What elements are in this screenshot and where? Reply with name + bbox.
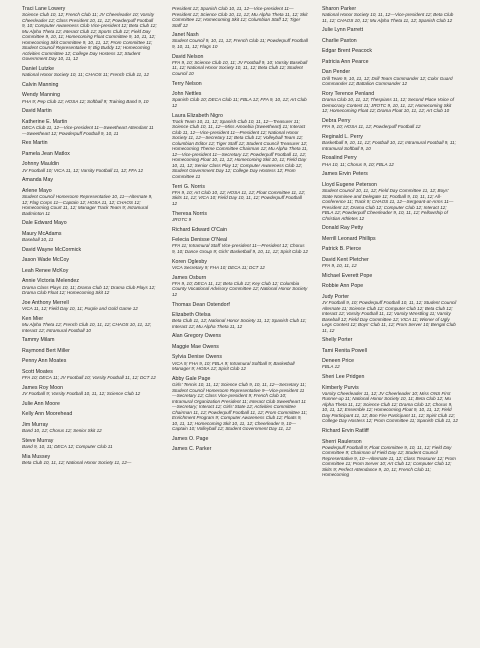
student-name: Felecia Denisse O'Neal	[172, 237, 228, 244]
student-entry	[322, 374, 458, 380]
student-name: Thomas Dean Ostendorf	[172, 301, 230, 308]
student-name: Steve Murray	[22, 437, 54, 444]
student-entry	[322, 59, 458, 65]
student-name: Jim Murray	[22, 421, 49, 428]
student-name: Charlie Paxton	[322, 37, 357, 44]
student-activities: JV Football 9; Varsity Football 10, 11, 12; Science Club 12	[22, 390, 141, 396]
student-name: John Nettles	[172, 91, 202, 98]
student-activities: JROTC 9	[172, 216, 192, 222]
student-entry	[172, 354, 308, 371]
student-entry	[22, 438, 158, 450]
student-name: Raymond Bert Miller	[22, 347, 70, 354]
student-entry	[22, 108, 158, 114]
student-entry	[322, 273, 458, 279]
student-activities: Girls' Tennis 10, 11, 12; Science Club 9, 10, 11, 12—Secretary 11; Student Council Homeroom Representative 9—Vice-president 11—Secretary 12; Class Vice-president 9; French Club 10; Intramural Organization President 11; Interact Club Sweetheart 11—Secretary; Interact 12; Girls' State 12; Activities Committee Chairman 11, 12; Powderpuff Football 11, 12; Prom Committee 11; Enrichment Program 9; Computer Awareness Club 12; Floats 9, 10, 11, 12; Homecoming Skit 10, 11, 12; Cheerleader 9, 10—Captain 10; Volleyball 12; Student Government Day 11, 12	[172, 382, 308, 432]
student-name: Theresa Norris	[172, 210, 208, 217]
student-name: James Ervin Peters	[322, 171, 368, 178]
student-activities: FHA 9; Pep Club 12; HOSA 12; Softball 9; Training Band 9, 10	[22, 98, 149, 104]
student-name: David Martin	[22, 108, 52, 115]
student-activities: FFA 9, 10; Art Club 10, 12; HOSA 11, 12; Float Committee 11, 12; Skits 11, 12; VICA 10; Field Day 10, 11, 12; Powderpuff Football 12	[172, 189, 306, 206]
student-entry	[22, 422, 158, 434]
student-name: Michael Everett Pope	[322, 272, 373, 279]
student-name: Rory Terence Penland	[322, 90, 375, 97]
student-entry	[172, 302, 308, 308]
student-entry	[22, 188, 158, 216]
student-name: Dan Pender	[322, 69, 351, 76]
student-entry	[322, 294, 458, 333]
student-name: James C. Parker	[172, 446, 212, 453]
student-name: Rosalind Perry	[322, 155, 357, 162]
student-name: Elizabeth Otelsa	[172, 312, 211, 318]
student-activities: JV Football 10; VICA 11, 12; Varsity Football 11, 12; FFA 12	[22, 167, 144, 173]
student-entry	[22, 119, 158, 136]
student-entry	[322, 246, 458, 252]
student-entry	[172, 91, 308, 108]
student-entry	[172, 333, 308, 339]
student-name: Daniel Lutzke	[22, 65, 55, 72]
student-activities: Powderpuff Football 9; Float Committee 9, 10, 11, 12; Field Day Committee 9; Chairman of Field Day 12; Student Council Representative 9, 10—Alternate 11, 12; Class Treasurer 12; Prom Committee 11; Prom Server 10; Art Club 12; Computer Club 12; Skits 9; Perfect Attendance 9, 10, 11; French Club 11; Homecoming	[322, 444, 456, 478]
student-entry	[172, 6, 308, 28]
student-entry	[172, 275, 308, 298]
student-name: Abby Gale Page	[172, 375, 211, 382]
student-activities: National Honor Society 10, 11, 12—Vice-president 12; Beta Club 11, 12; CHAOS 10, 12; Mu Alpha Theta 11, 12; Spanish Club 12	[322, 12, 454, 23]
student-name: Edgar Brent Peacock	[322, 48, 372, 55]
student-activities: Mu Alpha Theta 12; French Club 10, 11, 12; CHAOS 10, 11, 12; Interact 12; Intramural Football 10	[22, 322, 152, 333]
student-entry	[22, 220, 158, 226]
student-activities: FFA 10; DECA 11; JV Football 10; Varsity Football 11, 12; DCT 12	[22, 374, 156, 380]
student-entry	[22, 337, 158, 343]
student-entry	[22, 401, 158, 407]
student-entry	[172, 81, 308, 87]
student-entry	[22, 6, 158, 62]
student-name: Alan Gregory Owens	[172, 333, 222, 340]
student-activities: FFA 9, 10, 11, 12	[322, 263, 357, 269]
student-name: Judy Porter	[322, 293, 350, 300]
student-entry	[172, 259, 308, 271]
student-entry	[22, 300, 158, 312]
student-name: Koren Oglesby	[172, 258, 207, 265]
student-name: Joe Anthony Merrell	[22, 299, 69, 306]
student-activities: Student Council 10, 11, 12; Field Day Committee 11, 12; Boys' State Nominee and Delegate 11; Football 9, 10, 11, 12; All-Conference 11; Track 9; CHAOS 11, 12—Sergeant-at-Arms 11—President 12; Drama Club 12; Computer Club 12; Interact 12; FBLA 12; Powderpuff Cheerleader 9, 10, 11, 12; Fellowship of Christian Athletes 12	[322, 188, 454, 221]
student-entry	[172, 344, 308, 350]
student-name: Merrill Leonard Phillips	[322, 235, 376, 242]
student-entry	[322, 69, 458, 86]
student-entry	[22, 247, 158, 253]
student-entry	[322, 118, 458, 130]
student-entry	[172, 184, 308, 207]
column-right	[322, 6, 458, 640]
student-entry	[22, 140, 158, 146]
student-entry	[22, 177, 158, 183]
student-name: Maury McAdams	[22, 230, 62, 237]
student-activities: Spanish Club 10; DECA Club 11; FBLA 12; FFA 9, 10, 12; Art Club 12	[172, 97, 307, 108]
student-name: Patricia Ann Pearce	[322, 58, 369, 65]
student-activities: Baseball 10, 11	[22, 237, 54, 243]
student-name: Sheri Lee Pridgen	[322, 374, 365, 381]
student-entry	[22, 66, 158, 78]
student-name: Traci Lane Lowery	[22, 6, 66, 12]
student-entry	[22, 348, 158, 354]
student-activities: FFA 9, 10; HOSA 11, 12; Powderpuff Football 12	[322, 124, 421, 130]
student-name: Arlene Mayo	[22, 187, 52, 194]
student-entry	[322, 6, 458, 23]
student-activities: FHA 10, 11; Chorus 9, 10; FBLA 12	[322, 161, 394, 167]
student-name: Leah Renee McKoy	[22, 267, 69, 274]
student-entry	[322, 182, 458, 221]
student-name: Kimberly Purvis	[322, 384, 359, 391]
student-name: Sylvia Denise Owens	[172, 354, 222, 361]
student-name: Rex Martin	[22, 140, 48, 147]
student-entry	[322, 257, 458, 269]
student-entry	[172, 237, 308, 254]
student-activities: VICA 9; FHA 9, 10; FBLA 9; Intramural Softball 9; Basketball Manager 9; HOSA 12; Spirit Club 12	[172, 360, 295, 372]
student-entry	[22, 278, 158, 295]
student-entry	[172, 436, 308, 442]
student-entry	[22, 411, 158, 417]
student-entry	[172, 113, 308, 180]
student-entry	[322, 236, 458, 242]
student-name: David Nelson	[172, 53, 204, 60]
student-activities: Drama Class Plays 10, 11; Drama Club 12; Drama Club Plays 12; Drama Club Float 12; Homecoming Skit 12	[22, 284, 156, 296]
student-name: Julie Ann Moore	[22, 400, 60, 407]
student-entry	[322, 38, 458, 44]
student-activities: Band 9, 10, 11; DECA 12; Computer Club 11	[22, 443, 113, 449]
student-entry	[322, 155, 458, 167]
student-entry	[322, 337, 458, 343]
student-entry	[172, 376, 308, 432]
student-name: Ken Mier	[22, 315, 44, 322]
student-name: Dale Edward Mayo	[22, 220, 67, 227]
student-name: Deneen Price	[322, 358, 355, 365]
student-entry	[22, 161, 158, 173]
student-entry	[22, 151, 158, 157]
student-entry	[172, 211, 308, 223]
student-name: James O. Page	[172, 435, 209, 442]
student-entry	[22, 257, 158, 263]
student-name: Mia Mussey	[22, 453, 51, 460]
student-entry	[22, 358, 158, 364]
student-activities: Beta Club 11, 12; National Honor Society 11, 12; Spanish Club 11; Interact 12; Mu Alpha Theta 11, 12	[172, 318, 307, 329]
student-name: Wendy Manning	[22, 92, 61, 99]
student-entry	[322, 358, 458, 370]
student-name: Johnny Mauldin	[22, 161, 60, 168]
student-entry	[322, 225, 458, 231]
student-activities: Band 10, 12; Chorus 12; Senior Skit 12	[22, 427, 102, 433]
student-activities: FFA 9, 10; DECA 11, 12; Beta Club 12; Key Club 12; Columbia County Vocational Advisory Committee 12; National Honor Society 12	[172, 280, 308, 297]
student-name: Janet Nash	[172, 32, 199, 39]
student-entry	[322, 283, 458, 289]
student-activities: Track Team 10, 11, 12; Spanish Club 10, 11, 12—Treasurer 11; Science Club 10, 11, 12—Miss Amoebia (Sweetheart) 11; Interact Club 11, 12—Vice-president 11—President 12; National Honor Society 11, 12—Secretary 12; Beta Club 12; Volleyball Team 12; Columbian Editor 12; Tiger Staff 12; Student Council Treasurer 12; Homecoming Theme Committee Chairman 12; Mu Alpha Theta 11, 12—Vice-president 11—Secretary 12; Powderpuff Football 11, 12; Homecoming Float 10, 11, 12; Homecoming Skit 10, 11; Field Day 10, 11, 12; Senior Class Play 12; Computer Awareness Club 12; Student Government Day 12; College Day Hostess 12; Prom Committee 11	[172, 118, 308, 179]
student-activities: DECA Club 11, 12—Vice-president 11—Sweetheart Attendant 11—Sweetheart 12; Powderpuff Football 9, 10, 11	[22, 125, 154, 136]
student-entry	[22, 268, 158, 274]
student-activities: Varsity Cheerleader 11, 12; JV Cheerleader 10; Miss ONS First Runner-up 11; National Honor Society 10, 11; Beta Club 12; Mu Alpha Theta 11, 12; Science Club 12; Drama Club 12; Chorus 9, 10, 11, 12; Ensemble 12; Homecoming Float 9, 10, 11, 12; Field Day Participant 11, 12; Bon Fire Participant 11, 12; Spirit Club 12; College Day Hostess 12; Prom Committee 11; Spanish Club 11, 12	[322, 390, 458, 424]
student-entry	[322, 348, 458, 354]
student-activities: FFA 9, 10; Science Club 10, 11; JV Football 9, 10; Varsity Baseball 11, 12; National Honor Society 10, 11, 12; Beta Club 12; Student Council 10	[172, 59, 308, 76]
student-name: Julie Lynn Parrett	[322, 27, 364, 34]
student-name: Debra Perry	[322, 117, 351, 124]
student-name: Richard Ervin Ratliff	[322, 428, 369, 435]
student-activities: FBLA 12	[322, 364, 340, 370]
student-entry	[322, 48, 458, 54]
student-name: David Wayne McCormick	[22, 246, 82, 253]
student-name: Tami Renita Powell	[322, 347, 368, 354]
student-entry	[172, 54, 308, 77]
student-activities: JV Football 9, 10; Powderpuff Football 10, 11, 12; Student Council Alternate 11; Science Club 12; Computer Club 12; Beta Club 12; Interact 12; Varsity Football 11, 12; Varsity Wrestling 11; Varsity Baseball 12; Field Day Committee 12; VICA 11; Winner of Ugly Legs Contest 12; Boys' Club 11, 12; Prom Server 10; Bengal Club 11, 12	[322, 300, 457, 333]
student-entry	[22, 454, 158, 466]
student-name: Kelly Ann Moorehead	[22, 411, 73, 418]
student-entry	[322, 134, 458, 151]
student-entry	[22, 92, 158, 104]
student-name: James Osburn	[172, 274, 207, 281]
student-activities: Student Council Homeroom Representative 10, 11—Alternate 9, 12; Flag Corps 11—Captain 12; HOSA 11, 12; CHAOS 12; Homecoming Court 11, 12; Manager Track Team 9; Intramural Badminton 11	[22, 194, 153, 216]
student-activities: President 12; Spanish Club 10, 11, 12—Vice-president 11—President 12; Science Club 10, 11, 12; Mu Alpha Theta 11, 12; Skit Committee 12; Homecoming Skit 12; Columbian Staff 12; Tiger Staff 12	[172, 6, 308, 28]
student-name: Terri G. Norris	[172, 183, 206, 190]
student-entry	[322, 171, 458, 177]
student-activities: Basketball 9, 10, 11, 12; Football 10, 12; Intramural Football 9, 11; Intramural Softball 9, 10	[322, 140, 456, 151]
student-activities: National Honor Society 10, 11; CHAOS 11; French Club 11, 12	[22, 72, 149, 78]
student-name: Jason Wade McCoy	[22, 257, 70, 264]
student-entry	[22, 385, 158, 397]
column-middle	[172, 6, 308, 640]
student-name: Terry Nelson	[172, 80, 202, 87]
student-entry	[322, 385, 458, 424]
student-activities: FFA 11; Intramural Staff Vice-president 11—President 12; Chorus 9, 10; Dance Group 9; Girls' Basketball 9, 10, 11, 12; Spirit Club 12	[172, 243, 308, 254]
student-entry	[172, 227, 308, 233]
student-name: Laura Elizabeth Nigro	[172, 112, 223, 119]
student-name: Calvin Manning	[22, 81, 59, 88]
student-entry	[322, 91, 458, 114]
student-activities: Student Council 9, 10, 11, 12; French Club 11; Powderpuff Football 9, 10, 11, 12; Flags 10	[172, 38, 308, 49]
student-activities: Beta Club 10, 11, 12; National Honor Society 11, 12—	[22, 459, 132, 465]
student-entry	[322, 27, 458, 33]
student-name: Sharon Parker	[322, 6, 357, 12]
student-activities: Drill Team 9, 10, 11, 12; Drill Team Commander 12; Color Guard Commander 12; Battalion Commander 12	[322, 75, 453, 87]
student-name: Lloyd Eugene Peterson	[322, 181, 377, 188]
student-activities: Drama Club 10, 11, 12; Thespians 11, 12; Second Place Voice of Democracy Contest 11; JROTC 9, 10, 11, 12; Homecoming Skit 12; Homecoming Float 12; Drama Float 10, 11, 12; Art Club 10	[322, 97, 454, 114]
student-activities: VICA 11, 12; Field Day 10, 11; Purple and Gold Game 12	[22, 306, 138, 312]
student-name: Maggie Mae Owens	[172, 343, 219, 350]
student-name: Donald Ray Petty	[322, 225, 364, 232]
student-name: Pamela Jean Matlox	[22, 150, 70, 157]
student-name: Patrick B. Pierce	[322, 246, 362, 253]
student-name: Tammy Milam	[22, 337, 55, 344]
student-entry	[172, 446, 308, 452]
student-entry	[172, 312, 308, 329]
student-name: David Kent Pletcher	[322, 256, 369, 263]
student-name: Katherine E. Martin	[22, 118, 68, 125]
student-name: Reginald L. Perry	[322, 133, 363, 140]
student-entry	[22, 82, 158, 88]
student-entry	[22, 316, 158, 333]
student-name: Annie Victoria Melendez	[22, 278, 79, 285]
student-name: Shelly Porter	[322, 337, 353, 344]
student-activities: Science Club 10, 12; French Club 11; JV Cheerleader 10; Varsity Cheerleader 12; Class President 10, 11, 12; Powderpuff Football 9, 10; Computer Awareness Club Vice-president 12; Beta Club 12; Mu Alpha Theta 12; Interact Club 12; Sports Club 12; Field Day Committee 9, 10, 11; Homecoming Float Committee 9, 10, 11, 12; Homecoming Skit Committee 9, 10, 11, 12; Prom Committee 11; Student Council Representative 9; Big Buddy 12; Homecoming Activities Committee 12; College Day Hostess 12; Student Government Day 10, 11, 12	[22, 12, 157, 62]
student-name: Richard Edward O'Cain	[172, 226, 228, 233]
student-name: Penny Ann Moates	[22, 358, 67, 365]
student-name: Scott Moates	[22, 368, 53, 375]
student-entry	[322, 428, 458, 434]
student-entry	[322, 439, 458, 478]
student-entry	[22, 369, 158, 381]
student-name: Robbie Ann Pope	[322, 283, 364, 290]
student-activities: VICA Secretary 9; FHA 10; DECA 11; DCT 12	[172, 264, 265, 270]
column-left	[22, 6, 158, 640]
student-name: James Roy Moon	[22, 384, 64, 391]
student-entry	[22, 231, 158, 243]
student-name: Sherri Raulerson	[322, 438, 362, 445]
student-name: Amanda May	[22, 177, 54, 184]
student-entry	[172, 32, 308, 49]
